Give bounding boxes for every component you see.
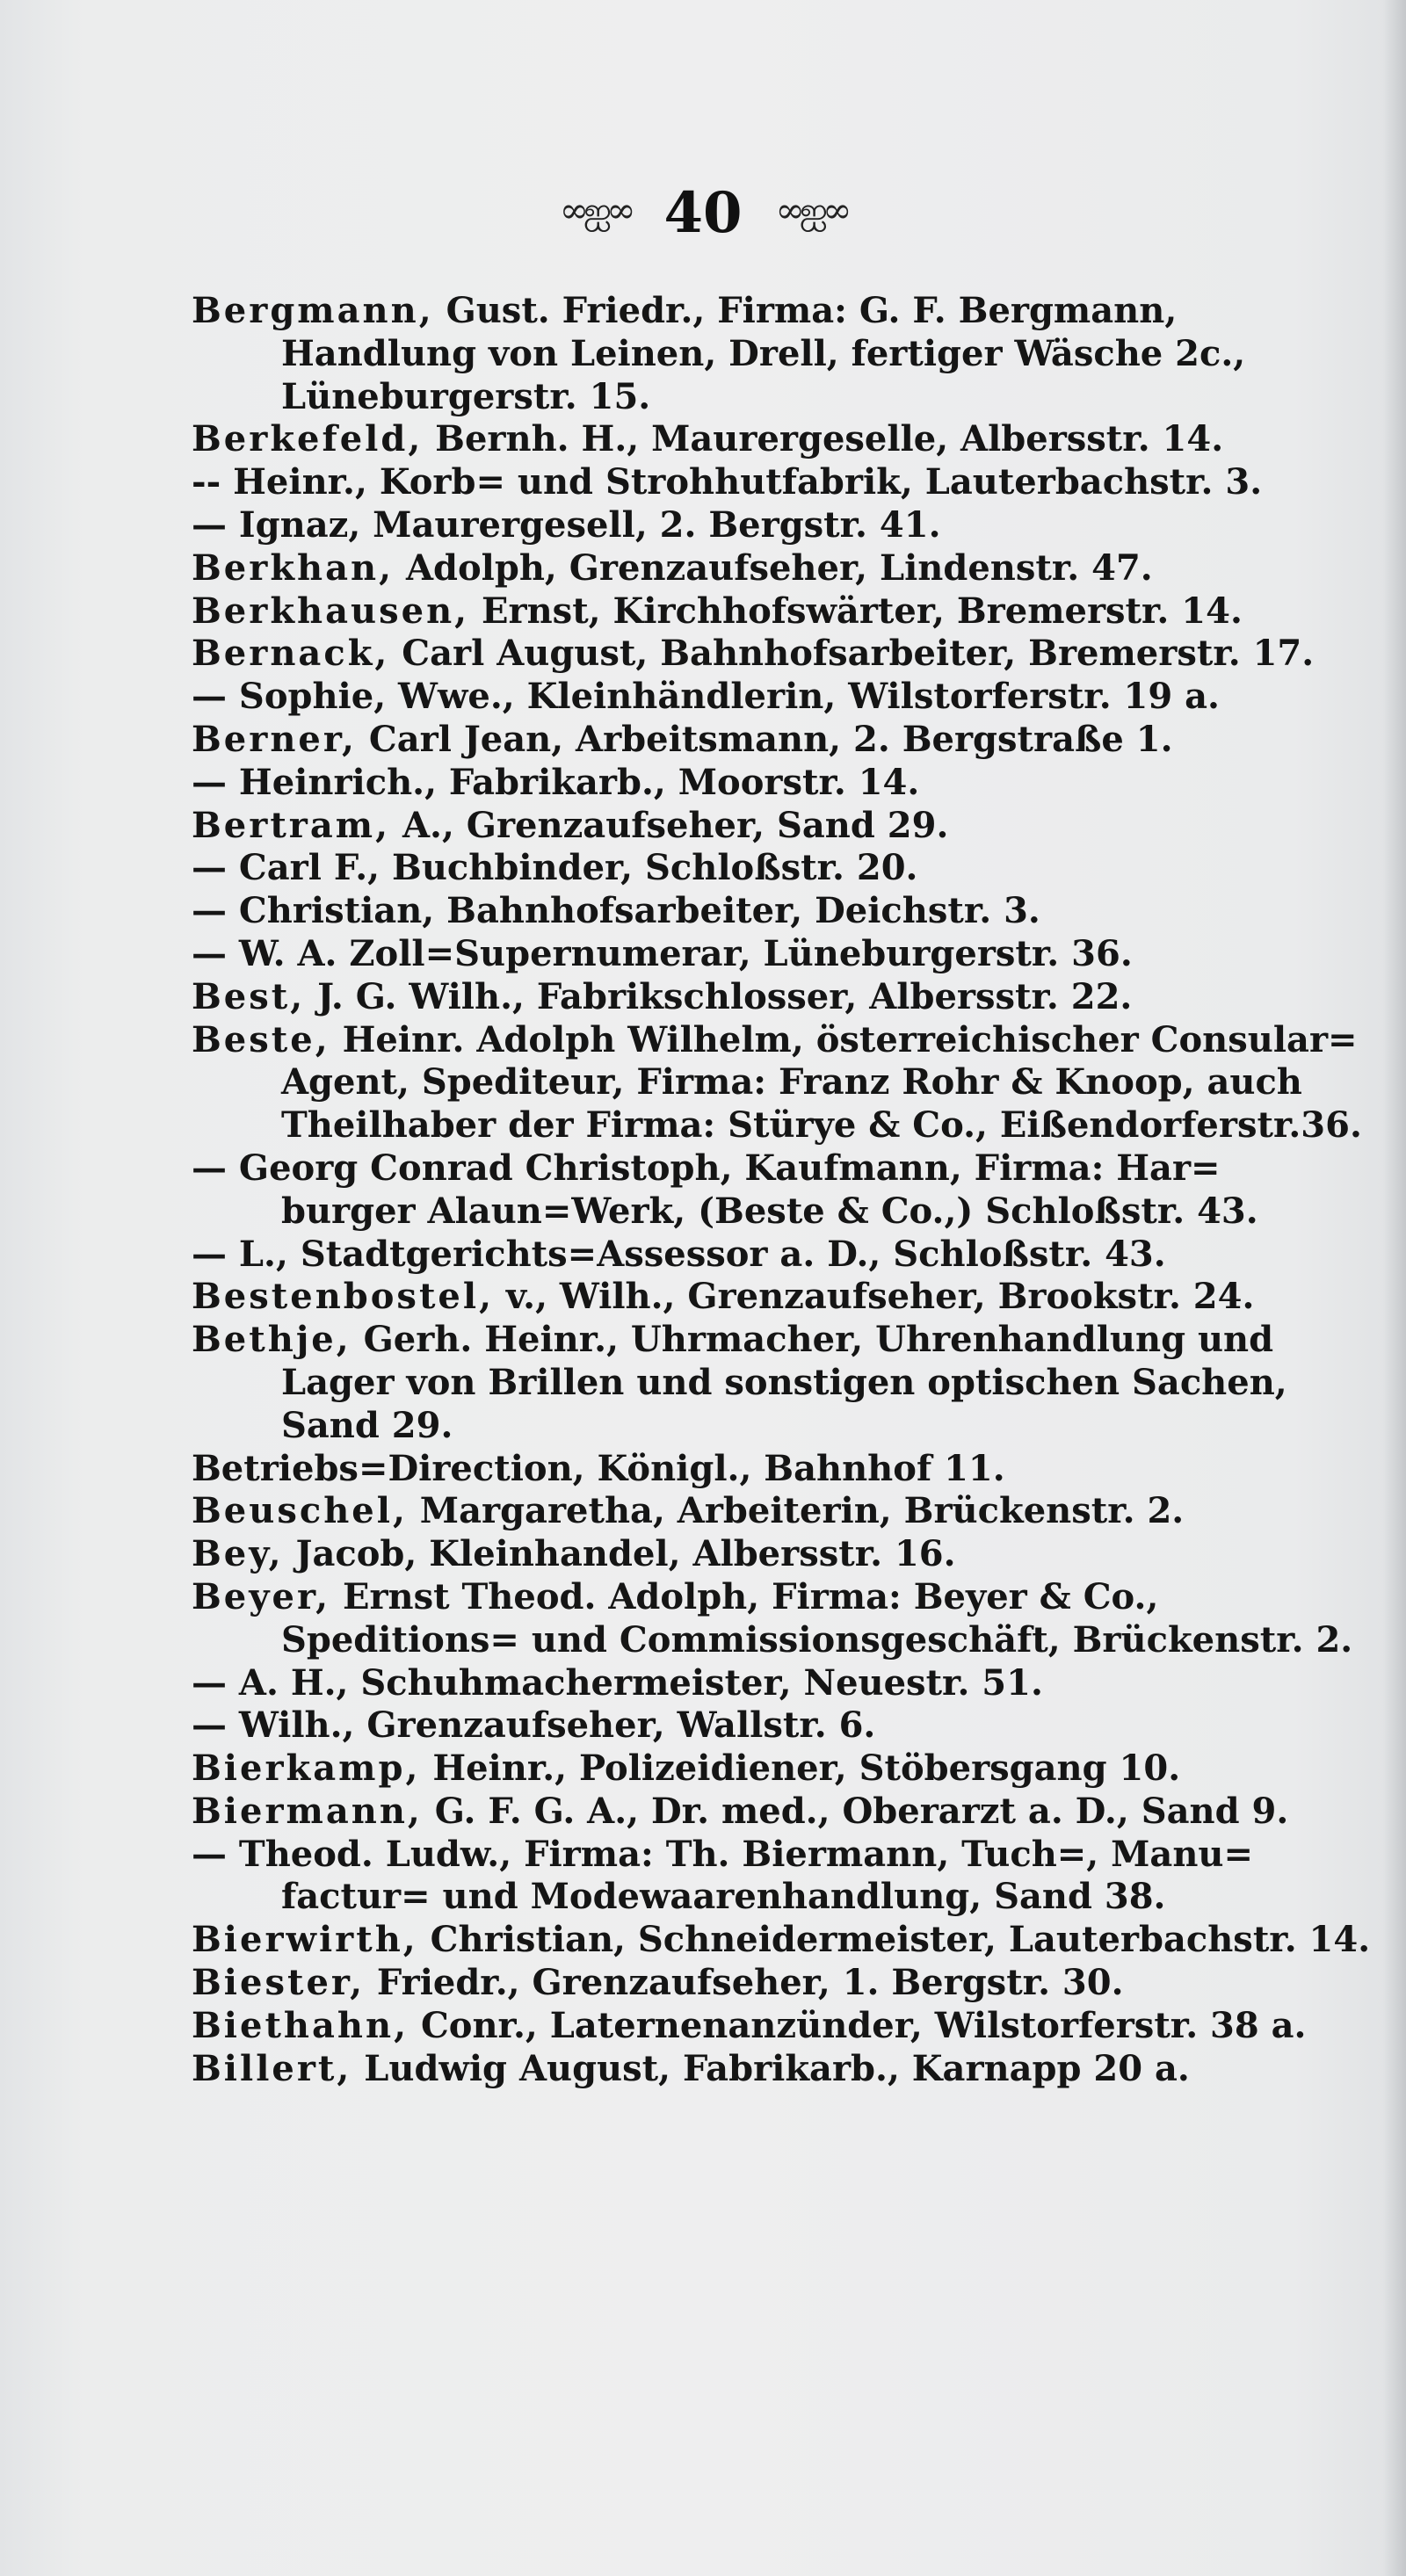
directory-entry bbox=[192, 1533, 1360, 1576]
entry-line bbox=[192, 762, 1360, 805]
entry-line bbox=[192, 547, 1360, 590]
entry-text: Ludwig August, Fabrikarb., Karnapp 20 a. bbox=[352, 2047, 1190, 2089]
entry-surname: Billert, bbox=[192, 2047, 352, 2089]
entry-continuation-line bbox=[192, 1362, 1360, 1405]
entry-line bbox=[192, 933, 1360, 976]
right-ornament-icon: ∞ஐ∞ bbox=[775, 191, 847, 231]
directory-entry bbox=[192, 290, 1360, 418]
entry-text: — Christian, Bahnhofsarbeiter, Deichstr. 3. bbox=[192, 890, 1040, 932]
entry-line bbox=[192, 633, 1360, 676]
entry-continuation-line bbox=[192, 1190, 1360, 1234]
entry-line bbox=[192, 1234, 1360, 1277]
directory-entry bbox=[192, 1448, 1360, 1491]
entry-text: Betriebs=Direction, Königl., Bahnhof 11. bbox=[192, 1447, 1005, 1489]
directory-entry bbox=[192, 1919, 1371, 1962]
entry-text: factur= und Modewaarenhandlung, Sand 38. bbox=[281, 1876, 1166, 1918]
entry-line bbox=[192, 1319, 1360, 1362]
entry-text: Conr., Laternenanzünder, Wilstorferstr. 38 a. bbox=[409, 2004, 1307, 2046]
entry-line bbox=[192, 1834, 1360, 1877]
directory-entry bbox=[192, 1704, 1360, 1747]
entry-text: Gerh. Heinr., Uhrmacher, Uhrenhandlung und bbox=[351, 1319, 1274, 1361]
entry-surname: Bethje, bbox=[192, 1319, 352, 1361]
entry-line bbox=[192, 1919, 1371, 1962]
page-header bbox=[0, 180, 1406, 250]
entry-text: Jacob, Kleinhandel, Albersstr. 16. bbox=[283, 1533, 956, 1575]
entry-surname: Bertram, bbox=[192, 804, 391, 846]
entry-text: — Theod. Ludw., Firma: Th. Biermann, Tuch=, Manu= bbox=[192, 1833, 1254, 1875]
entry-line bbox=[192, 461, 1360, 504]
entry-text: Speditions= und Commissionsgeschäft, Brückenstr. 2. bbox=[281, 1618, 1353, 1661]
directory-entry bbox=[192, 1147, 1360, 1234]
entry-surname: Berkefeld, bbox=[192, 418, 424, 460]
entry-text: Adolph, Grenzaufseher, Lindenstr. 47. bbox=[394, 546, 1153, 589]
entry-surname: Biester, bbox=[192, 1962, 365, 2004]
entry-line bbox=[192, 1747, 1360, 1791]
entry-text: — A. H., Schuhmachermeister, Neuestr. 51. bbox=[192, 1661, 1043, 1704]
entry-line bbox=[192, 290, 1360, 333]
entry-surname: Berner, bbox=[192, 718, 357, 760]
entry-surname: Best, bbox=[192, 975, 306, 1017]
entry-text: Heinr. Adolph Wilhelm, österreichischer Consular= bbox=[330, 1018, 1358, 1060]
entry-text: J. G. Wilh., Fabrikschlosser, Albersstr. 22. bbox=[305, 975, 1133, 1017]
entry-continuation-line bbox=[192, 333, 1360, 376]
directory-entry bbox=[192, 1834, 1360, 1920]
entry-text: Carl Jean, Arbeitsmann, 2. Bergstraße 1. bbox=[356, 718, 1173, 760]
entry-continuation-line bbox=[192, 376, 1360, 419]
entry-surname: Bey, bbox=[192, 1533, 284, 1575]
entry-surname: Berkhausen, bbox=[192, 590, 470, 632]
directory-entry bbox=[192, 1962, 1360, 2005]
entry-line bbox=[192, 418, 1360, 461]
left-ornament-icon: ∞ஐ∞ bbox=[559, 191, 631, 231]
entry-continuation-line bbox=[192, 1619, 1360, 1662]
entry-text: Theilhaber der Firma: Stürye & Co., Eißendorferstr.36. bbox=[281, 1104, 1362, 1147]
entry-text: — Wilh., Grenzaufseher, Wallstr. 6. bbox=[192, 1704, 876, 1747]
entry-line bbox=[192, 590, 1360, 633]
entry-text: Ernst Theod. Adolph, Firma: Beyer & Co., bbox=[330, 1575, 1159, 1617]
entry-surname: Bierwirth, bbox=[192, 1919, 418, 1961]
entry-text: Gust. Friedr., Firma: G. F. Bergmann, bbox=[433, 290, 1178, 331]
entry-surname: Bierkamp, bbox=[192, 1747, 421, 1790]
entry-text: A., Grenzaufseher, Sand 29. bbox=[390, 804, 949, 846]
entry-text: Sand 29. bbox=[281, 1404, 453, 1446]
entry-surname: Berkhan, bbox=[192, 546, 395, 589]
entry-surname: Biethahn, bbox=[192, 2004, 409, 2046]
entry-text: G. F. G. A., Dr. med., Oberarzt a. D., Sand 9. bbox=[422, 1790, 1289, 1832]
entry-text: — Carl F., Buchbinder, Schloßstr. 20. bbox=[192, 847, 918, 889]
entry-text: burger Alaun=Werk, (Beste & Co.,) Schloßstr. 43. bbox=[281, 1190, 1258, 1232]
directory-entry bbox=[192, 1319, 1360, 1447]
entry-text: -- Heinr., Korb= und Strohhutfabrik, Lauterbachstr. 3. bbox=[192, 461, 1263, 503]
entry-continuation-line bbox=[192, 1876, 1360, 1919]
entry-line bbox=[192, 1533, 1360, 1576]
entry-text: Carl August, Bahnhofsarbeiter, Bremerstr. 17. bbox=[389, 633, 1315, 675]
entry-surname: Beste, bbox=[192, 1018, 330, 1060]
directory-entry bbox=[192, 719, 1360, 762]
entry-text: — W. A. Zoll=Supernumerar, Lüneburgerstr. 36. bbox=[192, 932, 1133, 974]
entry-surname: Biermann, bbox=[192, 1790, 423, 1832]
entry-surname: Bergmann, bbox=[192, 290, 434, 331]
directory-entry bbox=[192, 461, 1360, 504]
page-number: 40 bbox=[663, 180, 743, 246]
entry-text: Ernst, Kirchhofswärter, Bremerstr. 14. bbox=[469, 590, 1243, 632]
entry-line bbox=[192, 1147, 1360, 1190]
entry-line bbox=[192, 1019, 1360, 1062]
entry-surname: Bestenbostel, bbox=[192, 1276, 494, 1318]
directory-entry bbox=[192, 1234, 1360, 1277]
entry-line bbox=[192, 805, 1360, 848]
entry-text: Lüneburgerstr. 15. bbox=[281, 375, 651, 417]
entry-surname: Bernack, bbox=[192, 633, 390, 675]
directory-entry bbox=[192, 805, 1360, 848]
directory-entry bbox=[192, 547, 1360, 590]
directory-entry bbox=[192, 1276, 1360, 1319]
directory-entry bbox=[192, 1019, 1360, 1147]
directory-entry bbox=[192, 633, 1360, 676]
entry-line bbox=[192, 847, 1360, 890]
entry-line bbox=[192, 976, 1360, 1019]
directory-entry bbox=[192, 762, 1360, 805]
directory-entry bbox=[192, 1662, 1360, 1705]
directory-entry bbox=[192, 2005, 1360, 2048]
directory-entries bbox=[192, 290, 1371, 2090]
directory-entry bbox=[192, 976, 1360, 1019]
entry-line bbox=[192, 1704, 1360, 1747]
directory-entry bbox=[192, 2048, 1360, 2091]
entry-text: — Ignaz, Maurergesell, 2. Bergstr. 41. bbox=[192, 503, 941, 546]
entry-text: Christian, Schneidermeister, Lauterbachstr. 14. bbox=[417, 1919, 1371, 1961]
entry-line bbox=[192, 1490, 1360, 1533]
entry-text: — Sophie, Wwe., Kleinhändlerin, Wilstorferstr. 19 a. bbox=[192, 676, 1220, 718]
directory-entry bbox=[192, 847, 1360, 890]
directory-entry bbox=[192, 1747, 1360, 1791]
entry-line bbox=[192, 1662, 1360, 1705]
directory-entry bbox=[192, 1490, 1360, 1533]
entry-text: — Heinrich., Fabrikarb., Moorstr. 14. bbox=[192, 761, 920, 803]
entry-line bbox=[192, 1448, 1360, 1491]
entry-text: v., Wilh., Grenzaufseher, Brookstr. 24. bbox=[494, 1276, 1255, 1318]
entry-text: Friedr., Grenzaufseher, 1. Bergstr. 30. bbox=[365, 1962, 1124, 2004]
entry-text: Margaretha, Arbeiterin, Brückenstr. 2. bbox=[407, 1490, 1185, 1532]
entry-line bbox=[192, 719, 1360, 762]
entry-line bbox=[192, 1962, 1360, 2005]
entry-text: — Georg Conrad Christoph, Kaufmann, Firma: Har= bbox=[192, 1147, 1221, 1189]
entry-line bbox=[192, 2005, 1360, 2048]
directory-entry bbox=[192, 418, 1360, 461]
entry-line bbox=[192, 1276, 1360, 1319]
entry-text: Heinr., Polizeidiener, Stöbersgang 10. bbox=[420, 1747, 1181, 1790]
entry-continuation-line bbox=[192, 1104, 1360, 1147]
entry-continuation-line bbox=[192, 1061, 1360, 1104]
entry-text: — L., Stadtgerichts=Assessor a. D., Schloßstr. 43. bbox=[192, 1233, 1166, 1275]
page-edge-shadow bbox=[1383, 0, 1406, 2576]
entry-text: Lager von Brillen und sonstigen optischen Sachen, bbox=[281, 1361, 1287, 1403]
entry-text: Handlung von Leinen, Drell, fertiger Wäsche 2c., bbox=[281, 332, 1246, 374]
entry-surname: Beuschel, bbox=[192, 1490, 408, 1532]
entry-line bbox=[192, 504, 1360, 547]
directory-entry bbox=[192, 676, 1360, 719]
directory-entry bbox=[192, 590, 1360, 633]
entry-line bbox=[192, 676, 1360, 719]
entry-line bbox=[192, 890, 1360, 933]
entry-line bbox=[192, 2048, 1360, 2091]
entry-text: Agent, Spediteur, Firma: Franz Rohr & Knoop, auch bbox=[281, 1061, 1302, 1103]
entry-surname: Beyer, bbox=[192, 1575, 331, 1617]
directory-entry bbox=[192, 1576, 1360, 1662]
entry-line bbox=[192, 1791, 1360, 1834]
entry-text: Bernh. H., Maurergeselle, Albersstr. 14. bbox=[423, 418, 1224, 460]
directory-entry bbox=[192, 504, 1360, 547]
directory-entry bbox=[192, 1791, 1360, 1834]
entry-line bbox=[192, 1576, 1360, 1619]
entry-continuation-line bbox=[192, 1405, 1360, 1448]
directory-entry bbox=[192, 890, 1360, 933]
directory-entry bbox=[192, 933, 1360, 976]
